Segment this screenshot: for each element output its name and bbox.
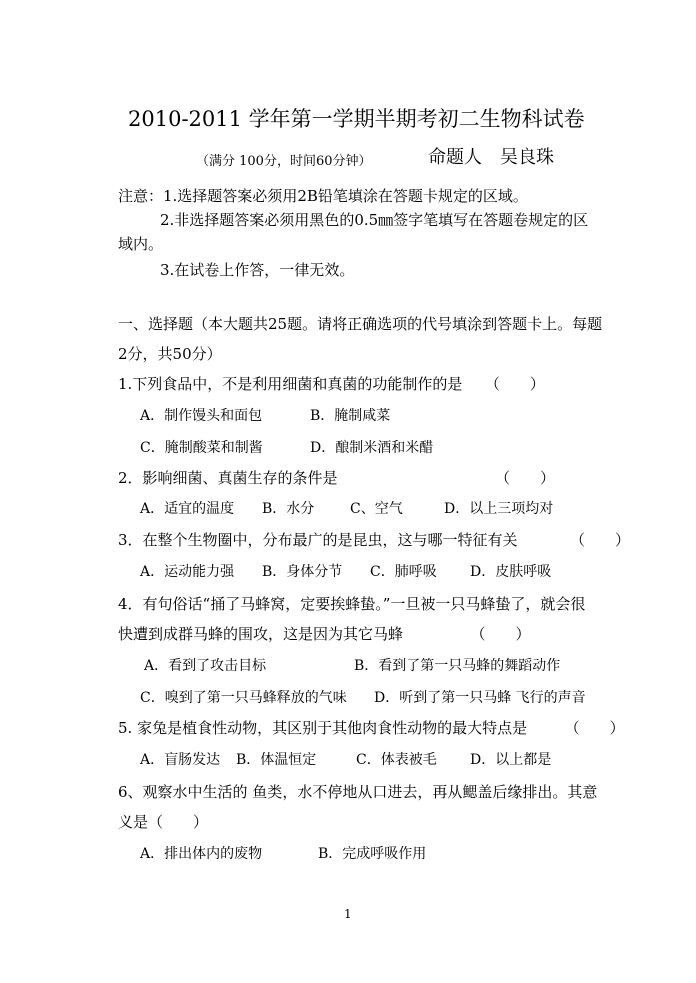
question-3-option-d: D．皮肤呼吸 <box>470 564 552 580</box>
question-2-option-d: D．以上三项均对 <box>444 501 554 517</box>
question-5-option-b: B．体温恒定 <box>236 752 317 768</box>
question-2-option-b: B．水分 <box>262 501 315 517</box>
question-4-option-c: C．嗅到了第一只马蜂释放的气味 <box>140 690 347 706</box>
note-2-line-2: 域内。 <box>118 235 164 253</box>
question-4-option-b: B．看到了第一只马蜂的舞蹈动作 <box>354 658 561 674</box>
question-4-stem-line-1: 4．有句俗话“捅了马蜂窝，定要挨蜂蛰。”一旦被一只马蜂蛰了，就会很 <box>118 595 586 613</box>
question-5-option-c: C．体表被毛 <box>356 752 437 768</box>
note-2-line-1: 2.非选择题答案必须用黑色的0.5㎜签字笔填写在答题卷规定的区 <box>160 211 589 229</box>
note-1: 注意：1.选择题答案必须用2B铅笔填涂在答题卡规定的区域。 <box>118 187 528 205</box>
question-1-option-c: C．腌制酸菜和制酱 <box>140 440 263 456</box>
question-6-stem-line-1: 6、观察水中生活的 鱼类，水不停地从口进去，再从鳃盖后缘排出。其意 <box>118 783 598 801</box>
question-3-stem: 3．在整个生物圈中，分布最广的是昆虫，这与哪一特征有关 （ ） <box>118 531 631 549</box>
question-2-option-a: A．适宜的温度 <box>140 501 235 517</box>
question-6-option-b: B．完成呼吸作用 <box>318 846 427 862</box>
question-1-option-d: D．酿制米酒和米醋 <box>310 440 434 456</box>
question-4-stem-line-2: 快遭到成群马蜂的围攻，这是因为其它马蜂 （ ） <box>118 625 531 643</box>
question-6-option-a: A．排出体内的废物 <box>140 846 263 862</box>
question-2-stem: 2．影响细菌、真菌生存的条件是 （ ） <box>118 469 556 487</box>
section-heading-line-1: 一、选择题（本大题共25题。请将正确选项的代号填涂到答题卡上。每题 <box>118 315 603 333</box>
section-heading-line-2: 2分，共50分） <box>118 345 222 363</box>
page-number: 1 <box>344 907 352 921</box>
question-3-option-c: C．肺呼吸 <box>370 564 437 580</box>
question-5-stem: 5. 家兔是植食性动物，其区别于其他肉食性动物的最大特点是 （ ） <box>118 719 625 737</box>
question-1-option-b: B．腌制咸菜 <box>310 408 391 424</box>
note-3: 3.在试卷上作答，一律无效。 <box>160 261 355 279</box>
question-6-stem-line-2: 义是（ ） <box>118 813 209 831</box>
question-5-option-d: D．以上都是 <box>470 752 552 768</box>
question-1-option-a: A．制作馒头和面包 <box>140 408 263 424</box>
question-3-option-b: B．身体分节 <box>262 564 343 580</box>
score-time-info: （满分 100分，时间60分钟） <box>196 154 372 169</box>
question-4-option-d: D．听到了第一只马蜂 飞行的声音 <box>374 690 586 706</box>
question-3-option-a: A．运动能力强 <box>140 564 235 580</box>
author-label: 命题人 吴良珠 <box>428 147 554 168</box>
question-2-option-c: C、空气 <box>350 501 403 517</box>
exam-title: 2010-2011 学年第一学期半期考初二生物科试卷 <box>128 107 585 131</box>
question-5-option-a: A．盲肠发达 <box>140 752 221 768</box>
question-4-option-a: A．看到了攻击目标 <box>144 658 267 674</box>
question-1-stem: 1.下列食品中，不是利用细菌和真菌的功能制作的是 （ ） <box>118 375 545 393</box>
